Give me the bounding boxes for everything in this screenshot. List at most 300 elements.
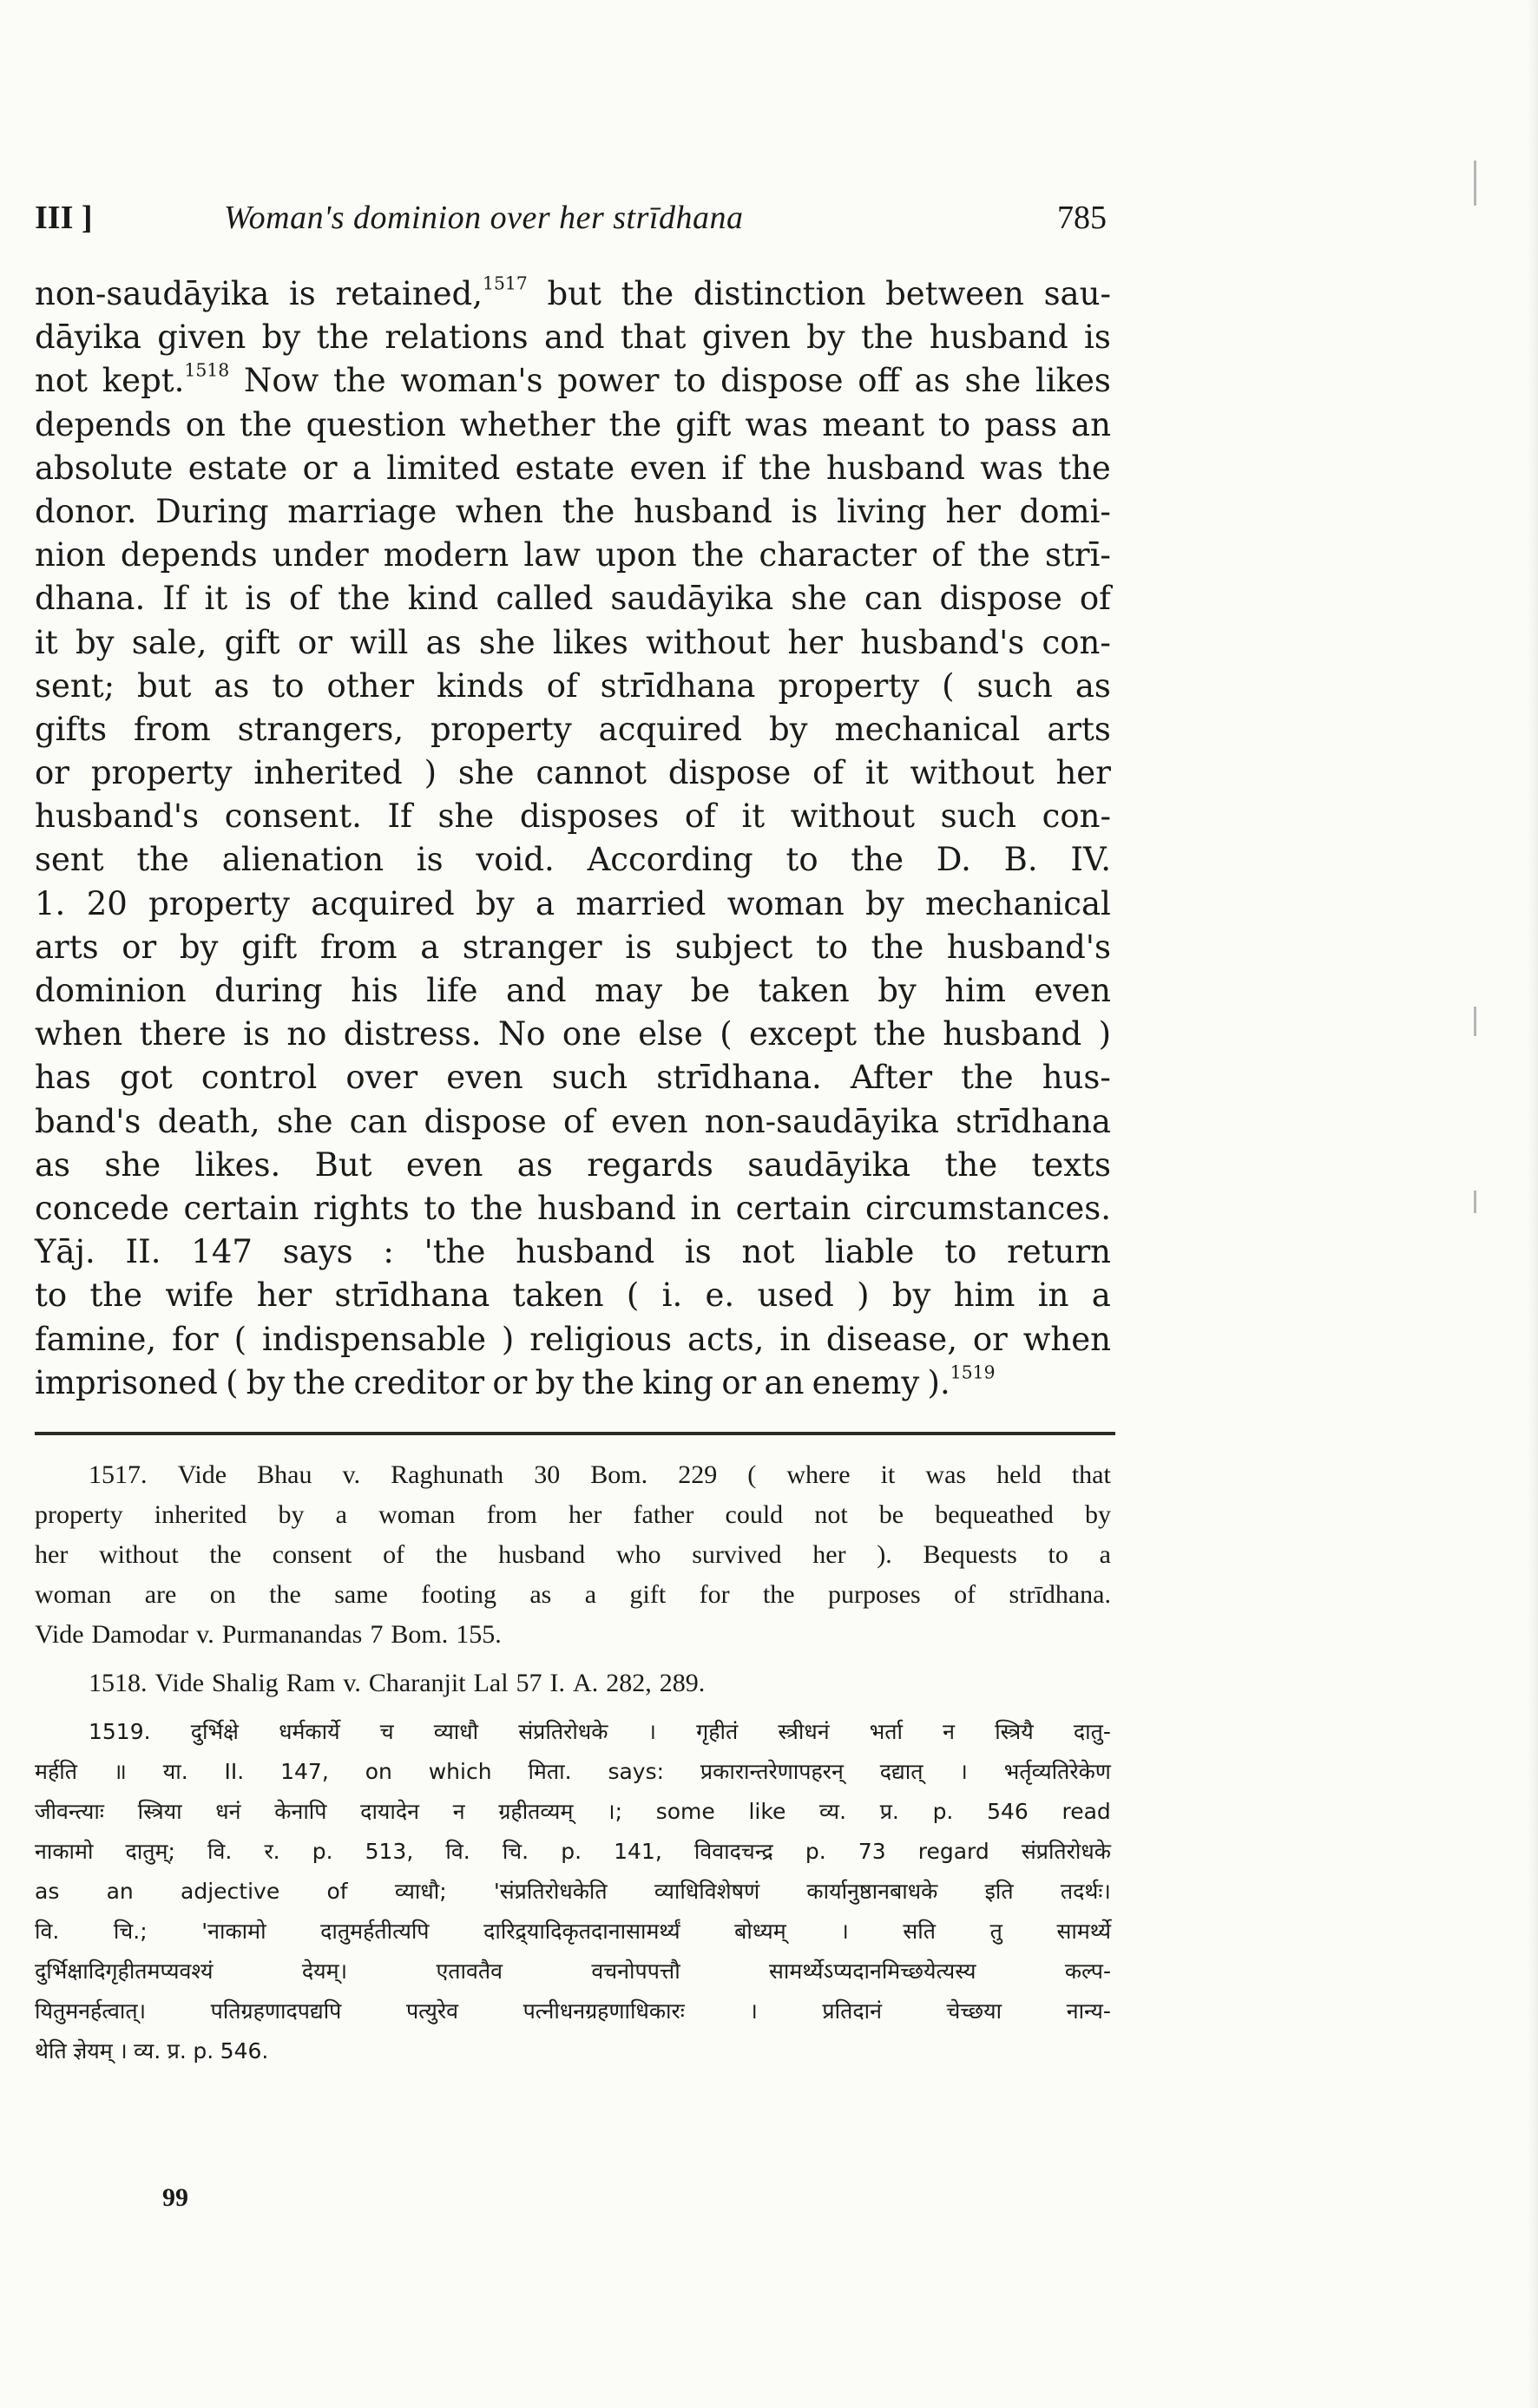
word: स्त्रियै: [995, 1719, 1034, 1744]
signature-mark: 99: [162, 2183, 188, 2212]
word: by: [75, 623, 115, 661]
word: (: [942, 666, 955, 705]
word: without: [646, 623, 771, 661]
word: which: [428, 1759, 492, 1784]
word: dāyika: [35, 318, 141, 357]
word: and: [543, 318, 605, 357]
word: तदर्थः।: [1060, 1879, 1111, 1904]
word: of: [383, 1540, 405, 1569]
word: ).: [877, 1540, 892, 1569]
word: pass: [984, 405, 1057, 443]
word: Vide: [154, 1669, 205, 1697]
word: be: [878, 1500, 904, 1529]
word: and: [506, 972, 567, 1009]
word: gift: [241, 928, 298, 966]
word: 546: [987, 1799, 1029, 1824]
word: v.: [342, 1460, 361, 1489]
word: void.: [476, 841, 555, 879]
word: off: [858, 362, 900, 400]
word: famine,: [35, 1320, 157, 1358]
word: थेति: [35, 2038, 67, 2064]
word: not: [814, 1500, 848, 1529]
word: ): [1098, 1015, 1111, 1053]
footnote-line: [35, 1872, 1111, 1912]
word: Vide: [35, 1620, 84, 1649]
word: वि.: [445, 1839, 470, 1864]
word: likes: [1035, 362, 1111, 400]
word: even: [446, 1059, 523, 1097]
word: dispose: [939, 580, 1062, 618]
word: is: [684, 1233, 712, 1271]
word: retained,$^{1517}$: [335, 272, 528, 312]
word: to: [674, 362, 707, 400]
word: who: [615, 1540, 661, 1569]
text-line: [35, 490, 1111, 534]
word: modern: [383, 536, 509, 574]
word: husband's: [946, 928, 1111, 966]
word: Bhau: [257, 1460, 312, 1489]
word: to: [815, 928, 848, 966]
word: p.: [312, 1839, 333, 1864]
word: got: [119, 1059, 173, 1097]
word: her: [945, 492, 1001, 530]
word: as: [35, 1879, 60, 1904]
word: gifts: [35, 710, 108, 748]
word: bequeathed: [935, 1500, 1054, 1529]
word: inherited: [253, 754, 403, 792]
word: footing: [421, 1580, 496, 1609]
word: arts: [35, 928, 99, 966]
word: the: [209, 1540, 242, 1569]
word: her: [787, 623, 843, 661]
word: as: [914, 362, 950, 400]
word: power: [557, 362, 660, 400]
scan-tick-mark: [1474, 1007, 1476, 1036]
word: 229: [678, 1460, 718, 1489]
word: woman's: [400, 362, 543, 400]
word: न: [452, 1799, 465, 1824]
word: ।: [647, 1719, 657, 1744]
word: the: [239, 405, 292, 443]
word: called: [496, 580, 594, 618]
word: the: [759, 449, 812, 487]
word: her: [812, 1540, 846, 1569]
word: hus-: [1042, 1059, 1111, 1097]
word: will: [350, 623, 409, 661]
word: nion: [35, 536, 106, 574]
word: some: [655, 1799, 715, 1824]
word: her: [35, 1540, 69, 1569]
word: even: [1034, 972, 1111, 1009]
text-line: [35, 838, 1111, 882]
word: the: [1058, 449, 1111, 487]
word: मर्हति: [35, 1759, 77, 1784]
word: p.: [193, 2038, 214, 2064]
word: when: [455, 492, 544, 530]
word: likes: [552, 623, 628, 661]
word: चि.;: [113, 1919, 148, 1944]
word: the: [435, 1540, 468, 1569]
word: is: [245, 580, 273, 618]
text-line: [35, 534, 1111, 577]
word: acquired: [311, 884, 455, 922]
word: Yāj.: [35, 1233, 95, 1271]
word: it: [204, 580, 228, 618]
footnote-line: [35, 1615, 1111, 1655]
word: when: [35, 1015, 123, 1053]
word: or: [297, 623, 332, 661]
scan-tick-mark: [1474, 161, 1476, 206]
text-line: [35, 1100, 1111, 1144]
word: व्याधौ;: [394, 1879, 447, 1904]
footnote: [35, 1712, 1111, 2071]
word: 57: [516, 1669, 542, 1697]
word: married: [575, 884, 707, 922]
word: Charanjit: [368, 1669, 466, 1697]
word: absolute: [35, 449, 174, 487]
footnote-line: [35, 1535, 1111, 1575]
text-line: [35, 795, 1111, 838]
word: ॥: [113, 1759, 127, 1784]
word: it: [864, 754, 889, 792]
footnote-divider: [35, 1432, 1115, 1435]
word: ): [857, 1276, 870, 1315]
word: the: [292, 1363, 346, 1401]
text-line: [35, 447, 1111, 490]
word: ।: [749, 1998, 758, 2024]
word: from: [319, 928, 398, 966]
footnote-line: [35, 1752, 1111, 1792]
word: else: [638, 1015, 703, 1053]
word: property: [35, 1500, 123, 1529]
word: धर्मकार्ये: [279, 1719, 340, 1744]
word: Purmanandas: [221, 1620, 363, 1649]
word: not: [741, 1233, 795, 1271]
word: :: [383, 1233, 394, 1271]
footnote-line: [35, 1663, 1111, 1703]
word: तु: [989, 1919, 1002, 1944]
word: disease,: [825, 1320, 957, 1358]
word: धनं: [215, 1799, 241, 1824]
scan-tick-mark: [1474, 1191, 1476, 1213]
word: taken: [512, 1276, 604, 1315]
word: 1517.: [89, 1460, 148, 1489]
word: imprisoned: [35, 1363, 218, 1401]
word: ।: [119, 2038, 128, 2064]
word: (: [626, 1276, 640, 1315]
text-line: [35, 404, 1111, 447]
word: sent: [35, 841, 104, 879]
word: संप्रतिरोधके: [1021, 1839, 1111, 1864]
word: to: [35, 1276, 68, 1315]
word: upon: [595, 536, 677, 574]
word: taken: [758, 972, 850, 1009]
word: to: [944, 1233, 977, 1271]
word: is: [416, 841, 444, 879]
word: p.: [805, 1839, 826, 1864]
word: has: [35, 1059, 91, 1097]
text-line: [35, 708, 1111, 751]
word: II.: [224, 1759, 245, 1784]
word: चि.: [502, 1839, 529, 1864]
word: concede: [35, 1189, 170, 1227]
word: kept.$^{1518}$: [102, 360, 230, 400]
word: the: [873, 1015, 926, 1053]
word: was: [925, 1460, 967, 1489]
word: the: [851, 841, 904, 879]
word: depends: [35, 405, 172, 443]
word: property: [431, 710, 572, 748]
word: gift: [224, 623, 280, 661]
word: Bequests: [923, 1540, 1017, 1569]
word: consent: [272, 1540, 352, 1569]
word: of: [289, 580, 320, 618]
word: to: [785, 841, 818, 879]
word: Vide: [177, 1460, 227, 1489]
word: death,: [157, 1102, 260, 1140]
word: disposes: [519, 797, 660, 836]
word: by: [261, 318, 301, 357]
word: but: [547, 275, 601, 312]
word: as: [516, 1145, 553, 1184]
word: the: [269, 1580, 301, 1609]
word: वचनोपपत्तौ: [591, 1959, 680, 1984]
word: survived: [692, 1540, 782, 1569]
word: can: [864, 580, 923, 618]
word: If: [387, 797, 412, 836]
word: by: [891, 1276, 931, 1315]
word: 155.: [456, 1620, 502, 1649]
word: her: [569, 1500, 602, 1529]
word: marriage: [287, 492, 437, 530]
word: IV.: [1070, 841, 1111, 879]
word: husband: [943, 1015, 1082, 1053]
word: distress.: [343, 1015, 482, 1053]
word: liable: [825, 1233, 915, 1271]
word: the: [582, 1363, 635, 1401]
word: like: [748, 1799, 786, 1824]
footnote-reference: 1518: [184, 360, 230, 382]
word: ): [424, 754, 437, 792]
word: to: [938, 405, 971, 443]
word: the: [136, 841, 189, 879]
word: distinction: [693, 275, 866, 312]
word: एतावतैव: [436, 1959, 503, 1984]
text-line: [35, 882, 1111, 926]
text-line: [35, 751, 1111, 795]
word: strīdhana: [956, 1102, 1111, 1140]
text-line: [35, 969, 1111, 1013]
word: from: [134, 710, 211, 748]
footnote-line: [35, 1495, 1111, 1535]
word: on: [185, 405, 226, 443]
word: or: [122, 928, 157, 966]
word: is: [1084, 318, 1111, 357]
word: by: [806, 318, 845, 357]
word: दुर्भिक्षादिगृहीतमप्यवश्यं: [35, 1959, 214, 1984]
word: a: [535, 884, 555, 922]
word: by: [865, 884, 904, 922]
word: limited: [386, 449, 501, 487]
word: she: [478, 623, 536, 661]
word: of: [1079, 580, 1111, 618]
word: 1519.: [89, 1719, 151, 1744]
word: control: [200, 1059, 318, 1097]
word: प्रकारान्तरेणापहरन्: [700, 1759, 844, 1784]
word: where: [786, 1460, 851, 1489]
word: a: [420, 928, 440, 966]
word: of: [546, 666, 578, 705]
word: 289.: [659, 1669, 706, 1697]
word: regards: [587, 1145, 713, 1184]
word: under: [272, 536, 369, 574]
text-line: [35, 577, 1111, 620]
word: cannot: [536, 754, 647, 792]
word: व्य.: [819, 1799, 847, 1824]
word: or: [35, 754, 69, 792]
word: नान्य-: [1066, 1998, 1111, 2024]
word: him: [953, 1276, 1015, 1315]
word: be: [690, 972, 731, 1009]
word: donor.: [35, 492, 137, 530]
word: During: [155, 492, 269, 530]
word: मिता.: [528, 1759, 572, 1784]
word: वि.: [207, 1839, 233, 1864]
word: says:: [608, 1759, 665, 1784]
word: सामर्थ्ये: [1056, 1919, 1111, 1944]
word: विवादचन्द्र: [693, 1839, 773, 1864]
word: him: [944, 972, 1006, 1009]
word: or: [302, 449, 338, 487]
word: the: [89, 1276, 143, 1315]
footnote-line: [35, 1832, 1111, 1872]
word: the: [470, 1189, 523, 1227]
word: there: [139, 1015, 227, 1053]
word: strangers,: [237, 710, 404, 748]
word: दारिद्र्यादिकृतदानासामर्थ्यं: [483, 1919, 680, 1944]
word: regard: [917, 1839, 989, 1864]
word: 147,: [280, 1759, 329, 1784]
word: sau-: [1043, 275, 1111, 312]
word: husband: [498, 1540, 586, 1569]
word: subject: [674, 928, 793, 966]
word: husband: [537, 1189, 676, 1227]
word: she: [964, 362, 1022, 400]
word: देयम्।: [301, 1959, 348, 1984]
word: husband: [516, 1233, 655, 1271]
word: was: [980, 449, 1043, 487]
word: alienation: [221, 841, 384, 879]
text-line: [35, 359, 1111, 403]
word: v.: [196, 1620, 214, 1649]
word: 1518.: [89, 1669, 148, 1697]
word: of: [562, 1102, 595, 1140]
word: it: [741, 797, 766, 836]
word: ।: [840, 1919, 849, 1944]
word: for: [699, 1580, 730, 1609]
word: ).$^{1519}$: [927, 1361, 996, 1401]
word: the: [333, 362, 386, 400]
text-line: [35, 1144, 1111, 1187]
word: प्र.: [167, 2038, 187, 2064]
word: is: [243, 1015, 270, 1053]
word: as: [35, 1145, 71, 1184]
word: her: [256, 1276, 312, 1315]
word: that: [620, 318, 687, 357]
word: for: [172, 1320, 219, 1358]
word: says: [282, 1233, 353, 1271]
word: may: [595, 972, 663, 1009]
word: if: [721, 449, 744, 487]
word: 30: [534, 1460, 561, 1489]
footnote-line: [35, 1712, 1111, 1752]
word: Ram: [286, 1669, 336, 1697]
word: as: [1075, 666, 1111, 705]
word: was: [745, 405, 809, 443]
word: she: [104, 1145, 161, 1184]
word: indispensable: [261, 1320, 486, 1358]
word: even: [611, 1102, 688, 1140]
word: Shalig: [212, 1669, 279, 1697]
word: during: [214, 972, 323, 1009]
word: 282,: [606, 1669, 652, 1697]
word: such: [940, 797, 1016, 836]
text-line: [35, 1187, 1111, 1230]
word: strīdhana.: [1009, 1580, 1111, 1609]
word: प्रतिदानं: [822, 1998, 882, 2024]
word: she: [457, 754, 515, 792]
word: dominion: [35, 972, 187, 1009]
word: v.: [343, 1669, 361, 1697]
word: husband's: [860, 623, 1025, 661]
word: held: [996, 1460, 1042, 1489]
word: Bom.: [391, 1620, 449, 1649]
word: II.: [125, 1233, 161, 1271]
word: स्त्रीधनं: [778, 1719, 830, 1744]
footnote-reference: 1519: [950, 1361, 996, 1383]
word: in: [779, 1320, 811, 1358]
word: in: [1037, 1276, 1069, 1315]
word: that: [1071, 1460, 1111, 1489]
word: D.: [936, 841, 971, 879]
word: one: [562, 1015, 621, 1053]
word: the: [608, 405, 662, 443]
word: certain: [183, 1189, 299, 1227]
word: her: [1055, 754, 1111, 792]
word: जीवन्त्याः: [35, 1799, 104, 1824]
word: such: [551, 1059, 628, 1097]
word: Raghunath: [391, 1460, 504, 1489]
word: a: [584, 1580, 597, 1609]
word: the: [944, 1145, 998, 1184]
word: a: [335, 1500, 347, 1529]
word: from: [486, 1500, 537, 1529]
word: given: [701, 318, 791, 357]
word: but: [137, 666, 192, 705]
text-line: [35, 665, 1111, 708]
word: to: [272, 666, 305, 705]
word: दद्यात्: [879, 1759, 923, 1784]
word: 7: [370, 1620, 384, 1649]
word: strī-: [1045, 536, 1111, 574]
word: संप्रतिरोधके: [518, 1719, 608, 1744]
word: But: [314, 1145, 372, 1184]
word: property: [90, 754, 233, 792]
word: by: [1084, 1500, 1111, 1529]
word: स्त्रिया: [137, 1799, 182, 1824]
word: depends: [120, 536, 258, 574]
word: acquired: [598, 710, 743, 748]
